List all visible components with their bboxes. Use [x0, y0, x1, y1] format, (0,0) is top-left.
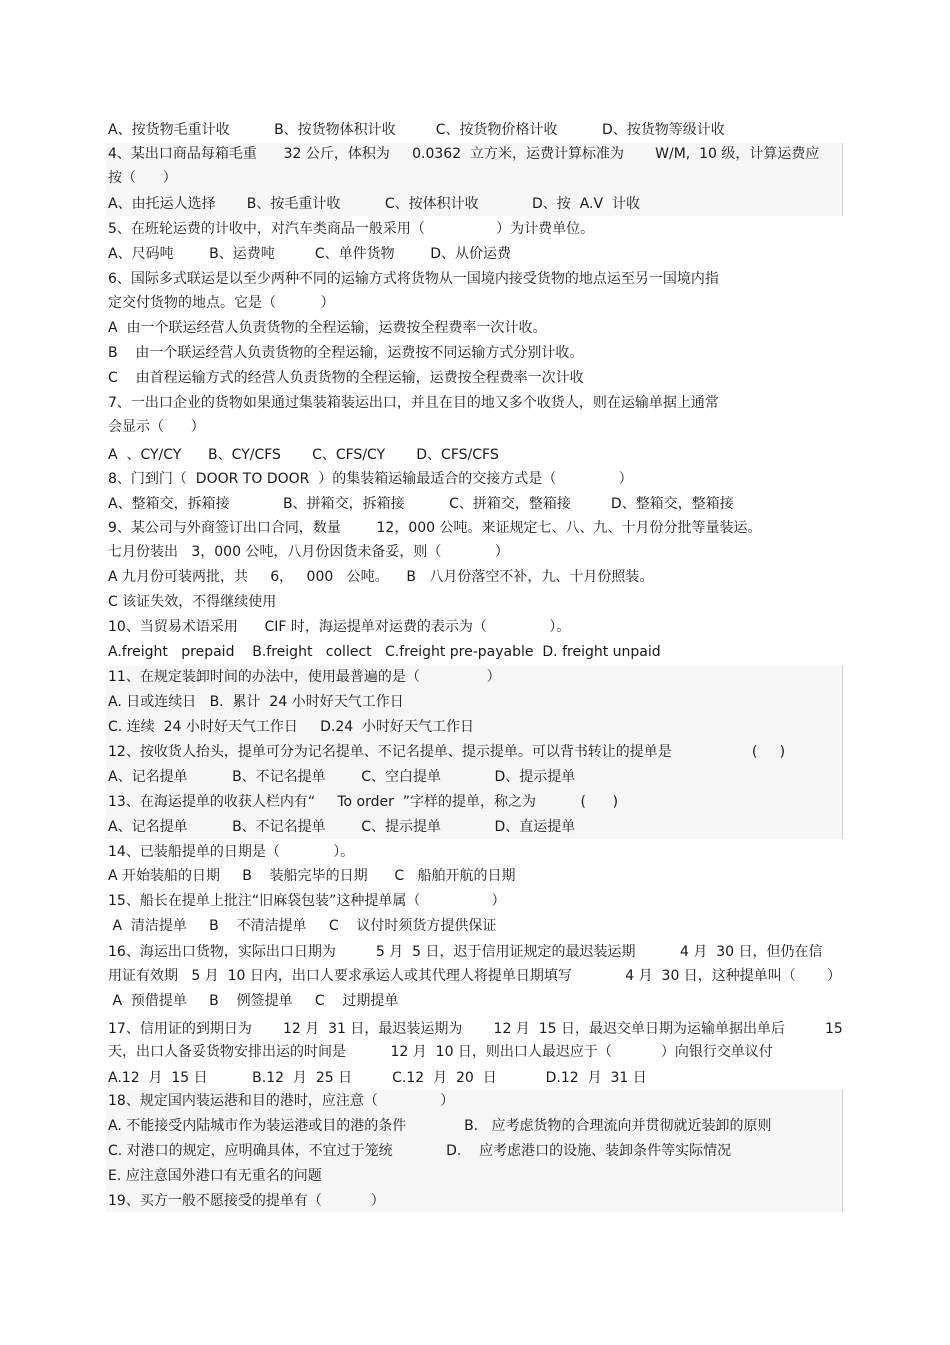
text-line: A. 不能接受内陆城市作为装运港或目的港的条件 B. 应考虑货物的合理流向并贯彻就近装卸的原则 — [108, 1118, 772, 1134]
text-line: 用证有效期 5 月 10 日内，出口人要求承运人或其代理人将提单日期填写 4 月 30 日，这种提单叫（ ） — [108, 968, 841, 984]
text-line: 6、国际多式联运是以至少两种不同的运输方式将货物从一国境内接受货物的地点运至另一国境内指 — [108, 271, 719, 287]
text-line: 天，出口人备妥货物安排出运的时间是 12 月 10 日，则出口人最迟应于（ ）向银行交单议付 — [108, 1044, 773, 1060]
text-line: A. 日或连续日 B. 累计 24 小时好天气工作日 — [108, 694, 404, 710]
text-line: 9、某公司与外商签订出口合同，数量 12，000 公吨。来证规定七、八、九、十月份分批等量装运。 — [108, 520, 762, 536]
text-line: A 九月份可装两批，共 6， 000 公吨。 B 八月份落空不补，九、十月份照装。 — [108, 569, 654, 585]
text-line: 7、一出口企业的货物如果通过集装箱装运出口，并且在目的地又多个收货人，则在运输单据上通常 — [108, 395, 719, 411]
text-line: C 由首程运输方式的经营人负责货物的全程运输，运费按全程费率一次计收 — [108, 370, 584, 386]
text-line: A 开始装船的日期 B 装船完毕的日期 C 船舶开航的日期 — [108, 868, 516, 884]
text-line: 12、按收货人抬头，提单可分为记名提单、不记名提单、提示提单。可以背书转让的提单是 ( ) — [108, 744, 786, 760]
text-line: A 、CY/CY B、CY/CFS C、CFS/CY D、CFS/CFS — [108, 447, 499, 463]
text-line: C. 对港口的规定，应明确具体，不宜过于笼统 D. 应考虑港口的设施、装卸条件等实际情况 — [108, 1143, 732, 1159]
text-line: 按（ ） — [108, 170, 177, 186]
text-line: 19、买方一般不愿接受的提单有（ ） — [108, 1193, 385, 1209]
text-line: 七月份装出 3，000 公吨，八月份因货未备妥，则（ ） — [108, 544, 509, 560]
text-line: A、尺码吨 B、运费吨 C、单件货物 D、从价运费 — [108, 246, 511, 262]
text-line: 4、某出口商品每箱毛重 32 公斤，体积为 0.0362 立方米，运费计算标准为 W/M, 10 级，计算运费应 — [108, 146, 820, 162]
text-line: A 预借提单 B 例签提单 C 过期提单 — [108, 993, 399, 1009]
text-line: 8、门到门（ DOOR TO DOOR ）的集装箱运输最适合的交接方式是（ ） — [108, 471, 633, 487]
text-line: A 清洁提单 B 不清洁提单 C 议付时须货方提供保证 — [108, 918, 497, 934]
text-line: E. 应注意国外港口有无重名的问题 — [108, 1168, 322, 1184]
text-line: A、记名提单 B、不记名提单 C、提示提单 D、直运提单 — [108, 819, 576, 835]
text-line: 定交付货物的地点。它是（ ） — [108, 295, 335, 311]
text-line: A、由托运人选择 B、按毛重计收 C、按体积计收 D、按 A.V 计收 — [108, 196, 640, 212]
text-line: 15、船长在提单上批注“旧麻袋包装”这种提单属（ ） — [108, 893, 506, 909]
text-line: 17、信用证的到期日为 12 月 31 日，最迟装运期为 12 月 15 日，最迟交单日期为运输单据出单后 15 — [108, 1021, 843, 1037]
text-line: A.freight prepaid B.freight collect C.freight pre-payable D. freight unpaid — [108, 644, 661, 660]
text-line: A、整箱交，拆箱接 B、拼箱交，拆箱接 C、拼箱交，整箱接 D、整箱交，整箱接 — [108, 496, 734, 512]
text-line: 会显示（ ） — [108, 419, 205, 435]
text-line: A、按货物毛重计收 B、按货物体积计收 C、按货物价格计收 D、按货物等级计收 — [108, 122, 725, 138]
text-line: 5、在班轮运费的计收中，对汽车类商品一般采用（ ）为计费单位。 — [108, 221, 595, 237]
text-line: B 由一个联运经营人负责货物的全程运输，运费按不同运输方式分别计收。 — [108, 345, 584, 361]
text-line: C. 连续 24 小时好天气工作日 D.24 小时好天气工作日 — [108, 719, 475, 735]
text-line: 13、在海运提单的收获人栏内有“ To order ”字样的提单，称之为 ( ) — [108, 794, 619, 810]
text-line: 10、当贸易术语采用 CIF 时，海运提单对运费的表示为（ ）。 — [108, 619, 571, 635]
text-line: 18、规定国内装运港和目的港时，应注意（ ） — [108, 1093, 455, 1109]
text-line: A.12 月 15 日 B.12 月 25 日 C.12 月 20 日 D.12 月 31 日 — [108, 1070, 647, 1086]
text-line: A 由一个联运经营人负责货物的全程运输，运费按全程费率一次计收。 — [108, 320, 547, 336]
text-line: C 该证失效，不得继续使用 — [108, 594, 277, 610]
text-line: A、记名提单 B、不记名提单 C、空白提单 D、提示提单 — [108, 769, 576, 785]
text-line: 14、已装船提单的日期是（ ）。 — [108, 844, 355, 860]
text-line: 11、在规定装卸时间的办法中，使用最普遍的是（ ） — [108, 669, 501, 685]
text-line: 16、海运出口货物，实际出口日期为 5 月 5 日，迟于信用证规定的最迟装运期 4 月 30 日，但仍在信 — [108, 944, 823, 960]
